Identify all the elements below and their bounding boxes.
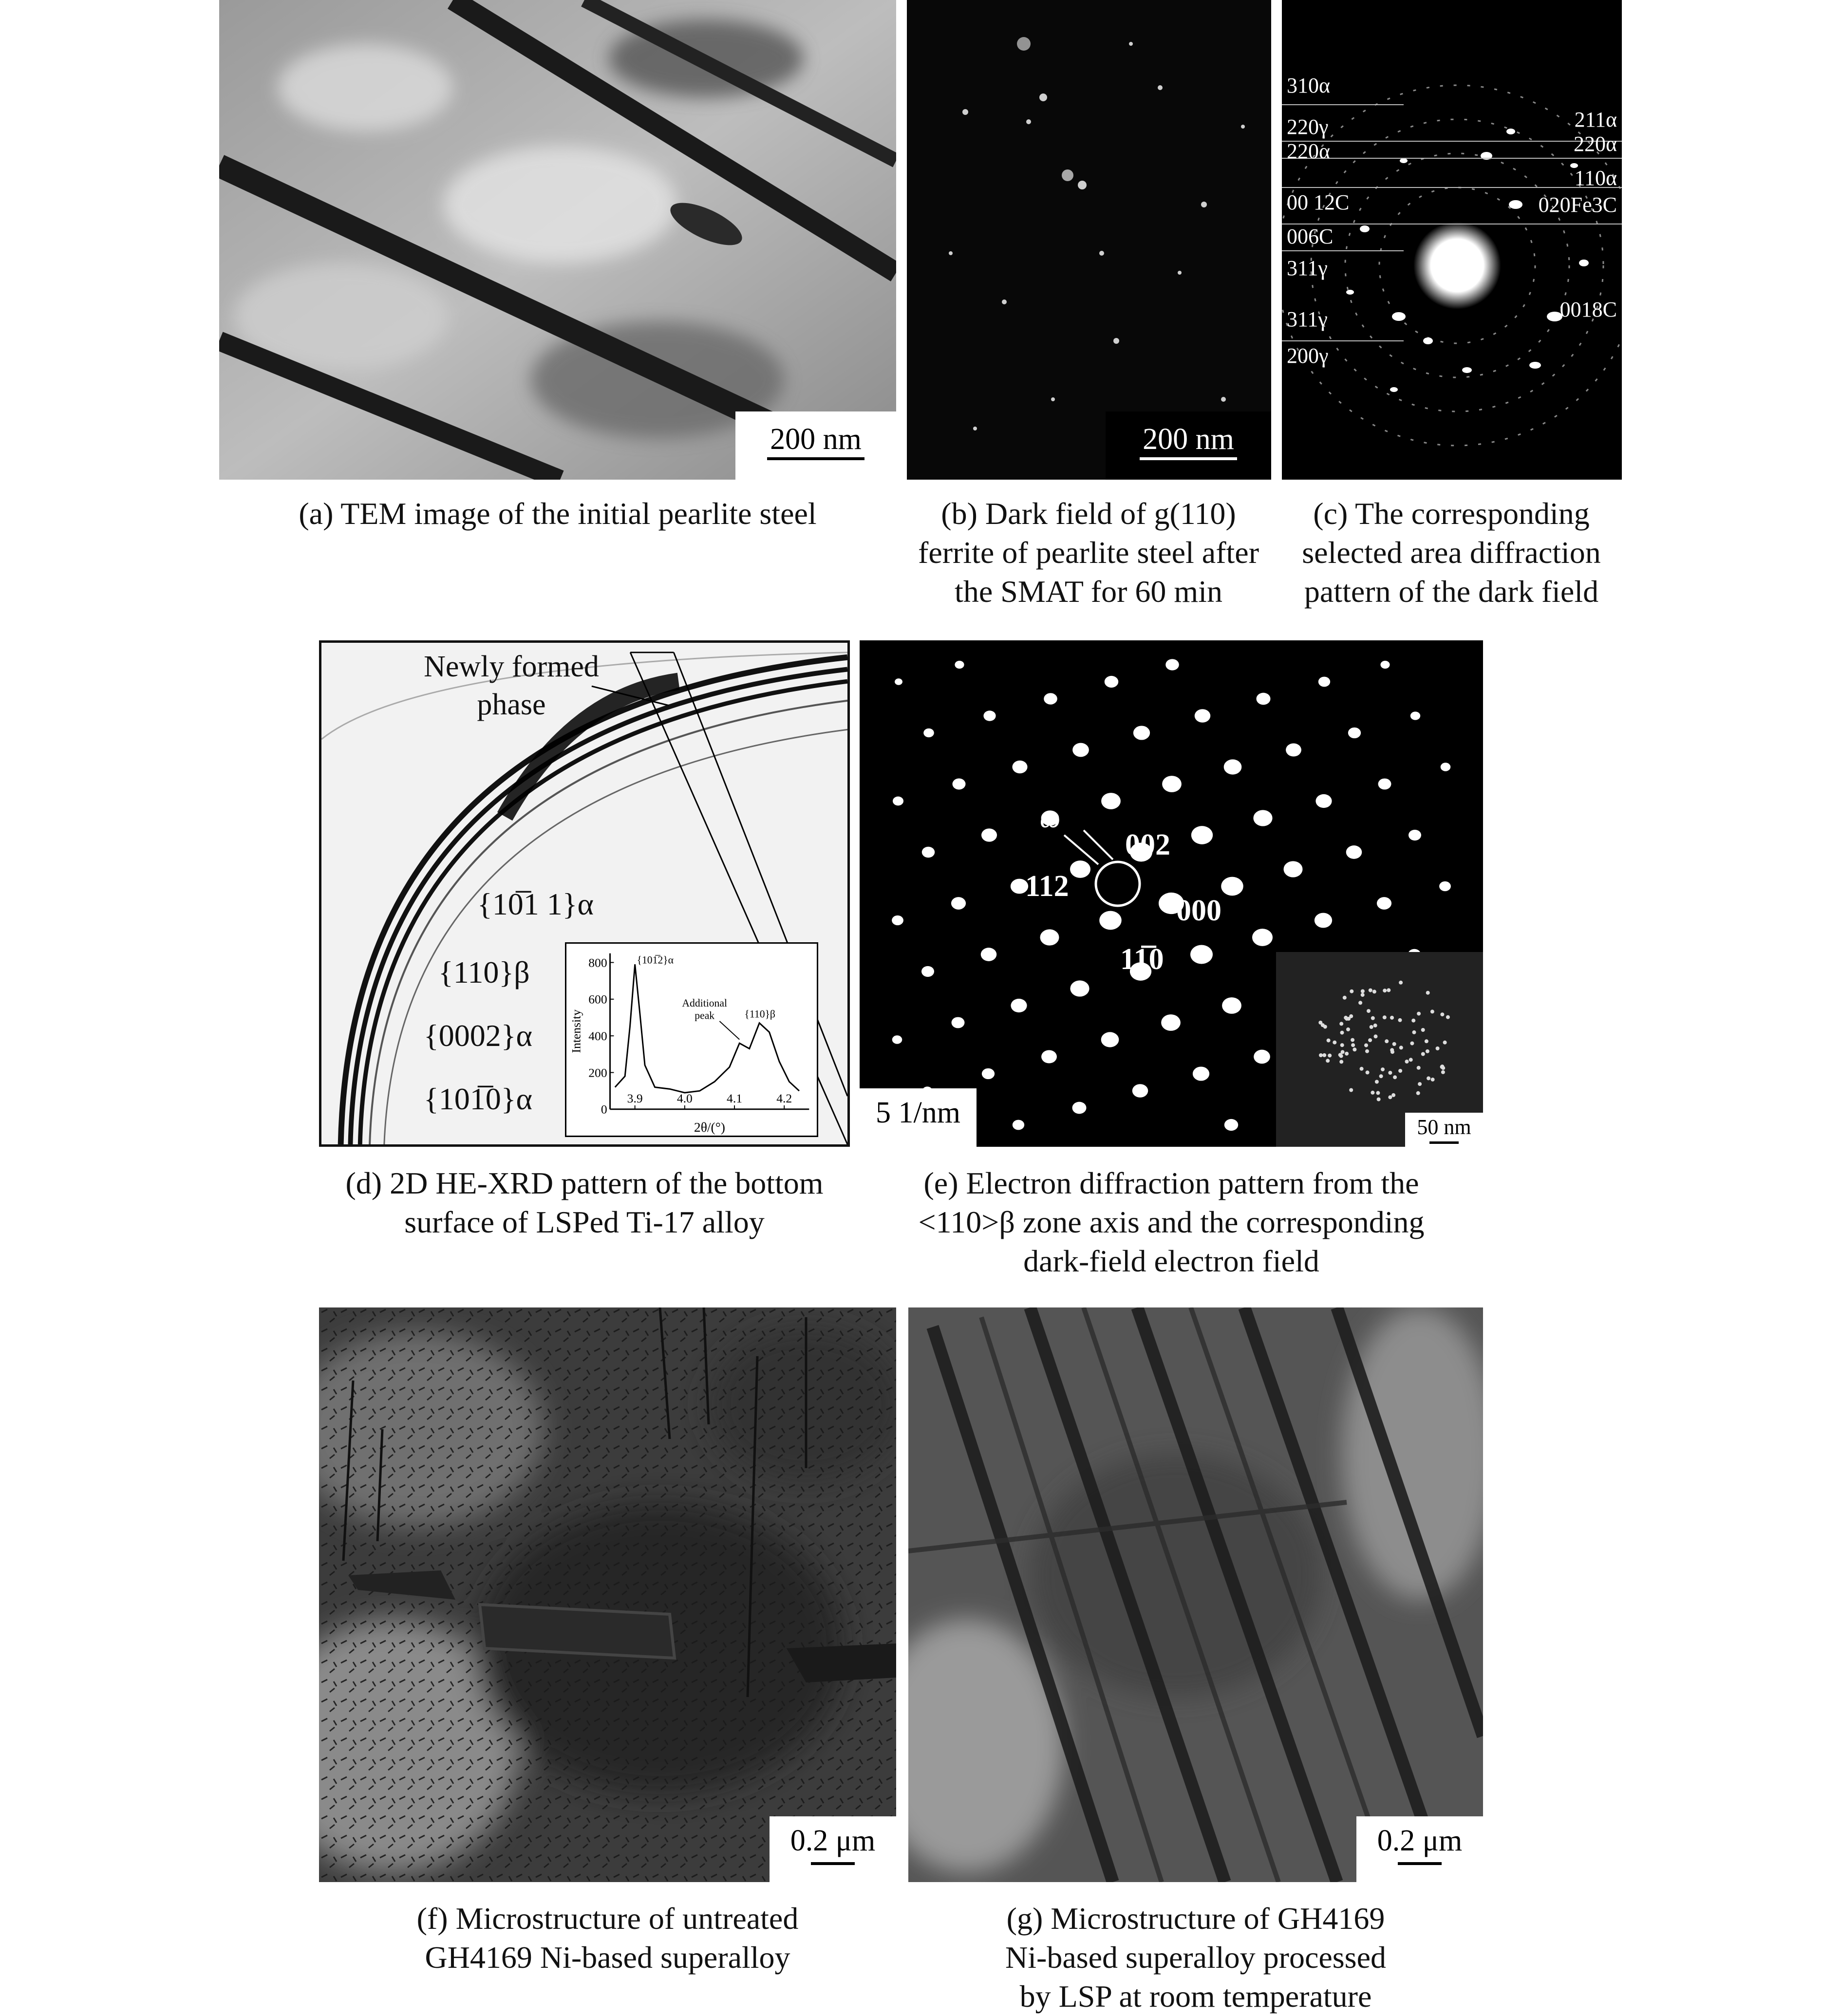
saed-label: 110α: [1574, 166, 1617, 190]
scale-bar-f: [770, 1816, 896, 1882]
inset-dot: [1417, 1066, 1421, 1070]
y-axis-label: Intensity: [569, 1009, 583, 1053]
saed-label: 310α: [1287, 74, 1331, 97]
additional-peak-pointer: [719, 1021, 739, 1040]
inset-dot: [1377, 1098, 1381, 1101]
inset-dot: [1426, 1049, 1429, 1053]
diffraction-spot: [892, 1035, 902, 1044]
saed-label: 211α: [1574, 108, 1617, 131]
inset-dot: [1349, 1088, 1353, 1092]
diffraction-spot: [1072, 743, 1089, 757]
diffraction-spot: [1346, 845, 1362, 859]
saed-label: 311γ: [1287, 307, 1328, 331]
inset-dot: [1367, 1009, 1371, 1013]
diffraction-spot: [1011, 999, 1027, 1012]
diffraction-spot: [1133, 726, 1150, 740]
scale-label-f: 0.2 μm: [790, 1824, 876, 1857]
peak-label-alpha: {101̅2}α: [637, 954, 674, 966]
inset-dot: [1387, 988, 1390, 992]
scale-label-b: 200 nm: [1143, 423, 1234, 456]
inset-dot: [1366, 1070, 1370, 1074]
inset-dot: [1343, 996, 1347, 1000]
diffraction-spot: [1380, 661, 1390, 669]
inset-dot: [1360, 1067, 1364, 1071]
inset-dot: [1341, 1050, 1345, 1054]
inset-dot: [1318, 1021, 1322, 1025]
inset-dot: [1390, 1016, 1394, 1020]
panel-g-lsp-microstructure: [908, 1307, 1483, 1882]
inset-dot: [1339, 1060, 1343, 1064]
inset-dot: [1436, 1046, 1440, 1050]
scale-label-g: 0.2 μm: [1377, 1824, 1463, 1857]
inset-dot: [1398, 1069, 1402, 1073]
inset-dot: [1441, 1070, 1445, 1074]
diffraction-spot: [1013, 1120, 1024, 1130]
diffraction-spot: [921, 966, 934, 977]
inset-dot: [1371, 1091, 1374, 1095]
inset-dot: [1376, 1091, 1380, 1095]
inset-dot: [1364, 1044, 1368, 1047]
diffraction-spot: [1161, 1014, 1181, 1031]
saed-label: 200γ: [1287, 344, 1329, 368]
inset-dot: [1374, 1034, 1378, 1038]
diffraction-spot: [1378, 779, 1391, 790]
inset-dot: [1417, 1012, 1421, 1016]
inset-dot: [1369, 989, 1372, 992]
diffraction-spot: [1044, 693, 1057, 704]
diffraction-spot: [1257, 693, 1271, 705]
inset-dot: [1365, 1049, 1369, 1053]
inset-plot: [566, 944, 817, 1136]
spot-label-000: 000: [1176, 894, 1221, 927]
caption-c: (c) The corresponding selected area diffraction pattern of the dark field: [1302, 496, 1601, 609]
y-tick-label: 600: [588, 992, 607, 1007]
microstructure-lsp: [908, 1307, 1483, 1882]
diffraction-spot: [893, 797, 903, 806]
inset-dot: [1353, 1047, 1356, 1051]
x-tick-label: 4.2: [776, 1091, 792, 1106]
diffraction-spot: [1441, 763, 1451, 771]
diffraction-spot: [1191, 826, 1213, 844]
ring-label: {110}β: [438, 955, 530, 989]
saed-label: 020Fe3C: [1538, 193, 1617, 217]
ring-label: {10̅1 1}α: [477, 887, 594, 921]
scale-bar-e-inset: [1405, 1113, 1483, 1147]
inset-dot: [1358, 1001, 1362, 1005]
inset-dot: [1431, 1078, 1435, 1082]
diffraction-spot: [1101, 1032, 1119, 1047]
inset-dot: [1440, 1012, 1444, 1016]
diffraction-spot: [1252, 929, 1273, 946]
panel-c-saed: [1282, 0, 1622, 480]
scale-label-a: 200 nm: [770, 423, 862, 456]
inset-dot: [1328, 1054, 1332, 1058]
ring-label: {0002}α: [424, 1018, 532, 1053]
panel-a-tem-image: [219, 0, 896, 480]
y-tick-label: 200: [588, 1065, 607, 1080]
inset-dot: [1390, 1048, 1394, 1052]
inset-dot: [1351, 1038, 1354, 1042]
peak-label-beta: {110}β: [744, 1008, 775, 1020]
spot-label-002: 002: [1125, 828, 1170, 861]
inset-dot: [1383, 989, 1387, 992]
scale-bar-e: [860, 1088, 977, 1147]
diffraction-spot: [1315, 794, 1332, 808]
diffraction-spot: [922, 847, 935, 858]
inset-dot: [1421, 1028, 1425, 1032]
microstructure-untreated: [319, 1307, 896, 1882]
inset-dot: [1388, 1071, 1392, 1075]
inset-dot: [1351, 1043, 1355, 1047]
ring-label: {101̅0}α: [424, 1082, 532, 1116]
caption-e: (e) Electron diffraction pattern from the <110>β zone axis and the corresponding dark-field electron field: [918, 1166, 1425, 1278]
scale-label-e: 5 1/nm: [876, 1096, 960, 1129]
inset-dot: [1416, 1091, 1420, 1095]
inset-dot: [1339, 1022, 1343, 1026]
inset-dot: [1373, 1024, 1377, 1027]
scale-bar-g: [1356, 1816, 1483, 1882]
inset-dot: [1375, 1080, 1379, 1084]
inset-dot: [1333, 1041, 1336, 1045]
inset-dot: [1379, 1074, 1383, 1078]
saed-label: 220γ: [1287, 115, 1329, 139]
inset-dot: [1339, 1054, 1343, 1058]
diffraction-spot: [1195, 709, 1210, 723]
inset-dot: [1446, 1015, 1450, 1019]
inset-dot: [1327, 1039, 1331, 1043]
inset-dot: [1383, 1015, 1387, 1019]
diffraction-spot: [1101, 793, 1121, 809]
caption-a: (a) TEM image of the initial pearlite steel: [299, 496, 817, 531]
diffraction-spot: [1190, 945, 1213, 964]
inset-dot: [1405, 1060, 1409, 1064]
saed-label: 00 12C: [1287, 190, 1350, 214]
inset-dot: [1322, 1053, 1326, 1057]
inset-dot: [1409, 1058, 1413, 1062]
inset-dot: [1361, 989, 1365, 993]
diffraction-spot: [895, 678, 902, 685]
inset-dot: [1344, 1016, 1348, 1020]
inset-dot: [1411, 1019, 1415, 1023]
inset-dot: [1350, 989, 1353, 993]
diffraction-spot: [952, 1017, 965, 1028]
inset-dot: [1371, 1016, 1375, 1020]
y-tick-label: 800: [588, 955, 607, 970]
diffraction-spot: [1409, 830, 1421, 840]
diffraction-spot: [1348, 728, 1361, 738]
diffraction-spot: [1012, 761, 1027, 773]
saed-label: 006C: [1287, 224, 1334, 248]
inset-dot: [1340, 1043, 1344, 1047]
inset-dot: [1399, 1045, 1403, 1049]
xrd-inset-chart: [565, 942, 818, 1137]
inset-dot: [1368, 1038, 1372, 1042]
panel-f-untreated-microstructure: [319, 1307, 896, 1882]
x-tick-label: 4.0: [676, 1091, 693, 1106]
diffraction-spot: [1283, 861, 1302, 877]
scale-bar-a: [735, 411, 896, 480]
inset-dot: [1430, 1009, 1434, 1013]
diffraction-spot: [981, 948, 997, 961]
inset-dot: [1440, 1064, 1444, 1068]
inset-dot: [1385, 1039, 1389, 1043]
diffraction-spot: [1222, 997, 1241, 1014]
inset-dot: [1421, 1052, 1425, 1056]
diffraction-spot: [1132, 1084, 1148, 1098]
tem-image-pearlite: [219, 0, 896, 480]
diffraction-spot: [1221, 877, 1243, 896]
omega-label: ω: [1040, 802, 1061, 834]
inset-dot: [1370, 1025, 1373, 1029]
inset-dot: [1398, 1018, 1402, 1022]
panel-b-dark-field: [907, 0, 1271, 480]
diffraction-spot: [1072, 1102, 1087, 1114]
diffraction-spot: [1105, 676, 1118, 688]
diffraction-spot: [923, 728, 934, 737]
diffraction-spot: [892, 915, 903, 925]
diffraction-spot: [1253, 810, 1272, 826]
inset-dot: [1443, 1041, 1447, 1045]
additional-peak-label-line2: peak: [695, 1009, 715, 1022]
inset-dot: [1340, 1031, 1344, 1035]
diffraction-spot: [983, 710, 996, 721]
inset-dot: [1412, 1030, 1416, 1034]
inset-dot: [1410, 1042, 1414, 1045]
inset-dot: [1326, 1059, 1330, 1063]
diffraction-spot: [955, 661, 964, 669]
saed-label: 311γ: [1287, 256, 1328, 280]
diffraction-spot: [1377, 897, 1391, 910]
panel-e-electron-diffraction: [860, 640, 1483, 1147]
diffraction-spot: [981, 828, 997, 841]
diffraction-spot: [1439, 881, 1451, 891]
scale-label-e-inset: 50 nm: [1417, 1115, 1471, 1139]
panel-d-he-xrd: [319, 640, 850, 1147]
diffraction-spot: [1318, 677, 1330, 687]
diffraction-spot: [1224, 759, 1242, 774]
spot-label-112: 112: [1025, 870, 1069, 903]
inset-dot: [1426, 991, 1430, 995]
inset-dot: [1372, 989, 1376, 993]
inset-dot: [1399, 981, 1403, 985]
caption-d: (d) 2D HE-XRD pattern of the bottom surface of LSPed Ti-17 alloy: [345, 1166, 824, 1239]
series-line: [615, 964, 799, 1093]
diffraction-spot: [1254, 1050, 1270, 1064]
saed-label: 0018C: [1559, 298, 1617, 321]
saed-label: 220α: [1287, 139, 1331, 163]
caption-f: (f) Microstructure of untreated GH4169 Ni-based superalloy: [416, 1901, 799, 1975]
diffraction-spot: [1224, 1119, 1238, 1131]
inset-dot: [1361, 993, 1365, 997]
inset-dot: [1418, 1082, 1422, 1086]
scale-bar-b: [1106, 411, 1271, 480]
x-tick-label: 4.1: [727, 1091, 743, 1106]
diffraction-spot: [1099, 911, 1122, 930]
diffraction-spot: [1162, 776, 1182, 792]
inset-dot: [1425, 1039, 1428, 1043]
inset-dot: [1381, 1067, 1385, 1071]
diffraction-spot: [1193, 1066, 1209, 1081]
diffraction-spot: [1040, 929, 1059, 945]
diffraction-spot: [1410, 711, 1420, 720]
caption-g: (g) Microstructure of GH4169 Ni-based superalloy processed by LSP at room temperature: [1005, 1901, 1386, 2014]
inset-dot: [1391, 1093, 1395, 1097]
inset-dot: [1345, 1052, 1349, 1056]
additional-peak-label-line1: Additional: [682, 997, 728, 1009]
inset-dot: [1393, 1075, 1397, 1079]
x-tick-label: 3.9: [627, 1091, 643, 1106]
diffraction-spot: [1041, 1050, 1057, 1063]
diffraction-spot: [953, 779, 966, 790]
dark-field-image: [907, 0, 1271, 480]
diffraction-spot: [951, 897, 966, 910]
diffraction-spot: [1070, 980, 1089, 996]
inset-dot: [1392, 1042, 1396, 1046]
diffraction-spot: [1070, 860, 1090, 878]
x-axis-label: 2θ/(°): [694, 1120, 725, 1135]
inset-dot: [1427, 1076, 1430, 1080]
diffraction-spot: [1165, 659, 1179, 670]
spot-label-1-10: 11̅0: [1120, 943, 1164, 976]
diffraction-spot: [982, 1068, 995, 1079]
caption-b: (b) Dark field of g(110) ferrite of pearlite steel after the SMAT for 60 min: [918, 496, 1259, 609]
diffraction-spot: [1315, 913, 1332, 928]
y-tick-label: 0: [601, 1102, 607, 1117]
inset-dot: [1349, 1014, 1353, 1018]
inset-dot: [1346, 1027, 1350, 1031]
inset-dot: [1388, 1095, 1392, 1099]
diffraction-spot: [1286, 743, 1301, 756]
newly-formed-phase-label: Newly formed phase: [424, 650, 599, 721]
inset-dot: [1319, 1053, 1323, 1057]
saed-label: 220α: [1573, 132, 1617, 156]
dark-field-inset: [1276, 952, 1483, 1147]
y-tick-label: 400: [588, 1029, 607, 1044]
